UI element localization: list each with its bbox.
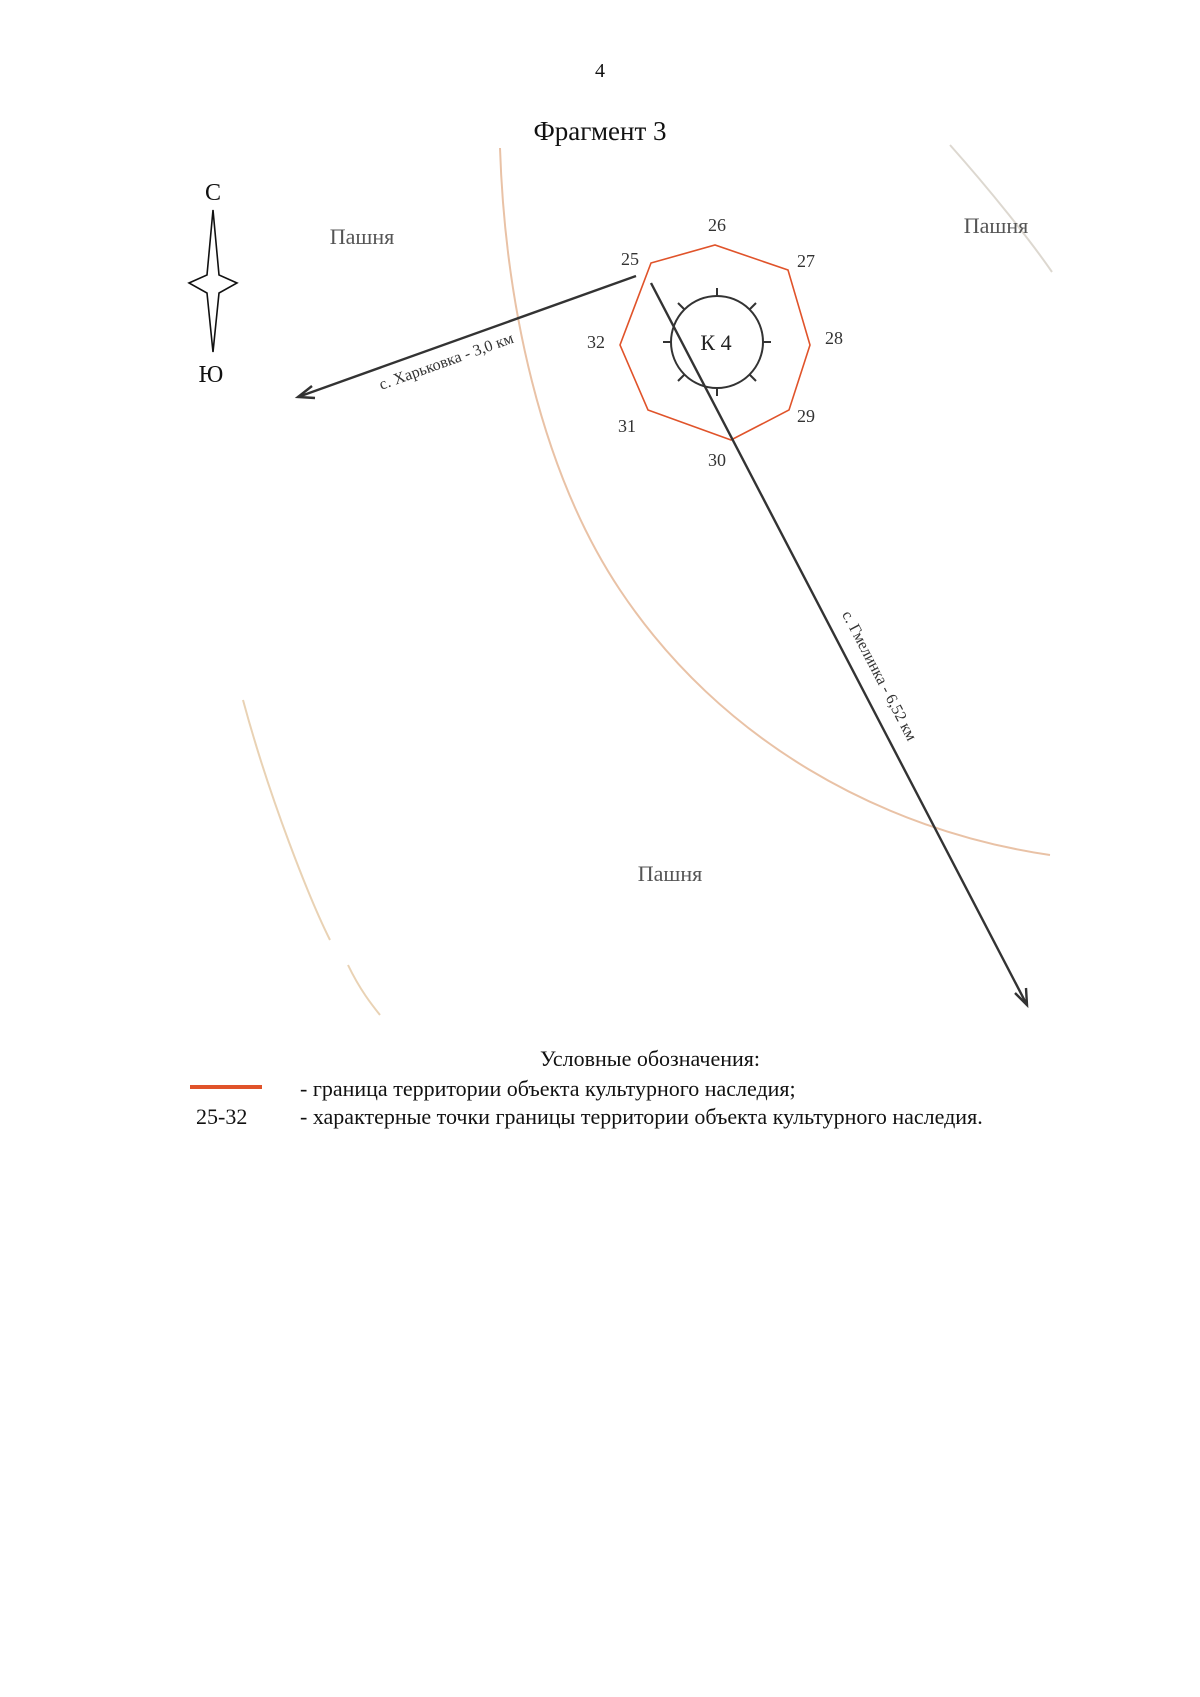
point-label-27: 27 (797, 251, 815, 271)
field-label-3: Пашня (637, 861, 703, 886)
direction-label-1: с. Харьковка - 3,0 км (377, 329, 516, 394)
point-label-32: 32 (587, 332, 605, 352)
page-number: 4 (595, 60, 605, 82)
field-boundary-arc-4 (950, 145, 1052, 272)
legend-title: Условные обозначения: (539, 1046, 761, 1071)
compass-south-label: Ю (198, 362, 224, 388)
direction-label-2: с. Гмелинка - 6,52 км (838, 608, 920, 744)
compass-needle-icon (189, 210, 237, 352)
point-label-29: 29 (797, 406, 815, 426)
field-boundary-arc-2 (243, 700, 330, 940)
field-boundary-arc-1 (500, 148, 1050, 855)
legend-points-text: - характерные точки границы территории объекта культурного наследия. (300, 1104, 983, 1129)
legend-points-code: 25-32 (196, 1104, 248, 1129)
point-label-30: 30 (708, 450, 726, 470)
direction-arrow-2 (651, 283, 1027, 1005)
legend-boundary-swatch (190, 1085, 262, 1089)
legend-boundary-text: - граница территории объекта культурного наследия; (300, 1076, 796, 1101)
field-boundary-arc-3 (348, 965, 380, 1015)
field-label-2: Пашня (963, 213, 1029, 238)
direction-arrow-1 (298, 276, 636, 398)
field-label-1: Пашня (329, 224, 395, 249)
point-label-31: 31 (618, 416, 636, 436)
point-label-28: 28 (825, 328, 843, 348)
point-label-25: 25 (621, 249, 639, 269)
point-label-26: 26 (708, 215, 726, 235)
page-title: Фрагмент 3 (533, 116, 667, 146)
compass-north-label: С (204, 180, 222, 206)
object-label: К 4 (700, 330, 732, 355)
